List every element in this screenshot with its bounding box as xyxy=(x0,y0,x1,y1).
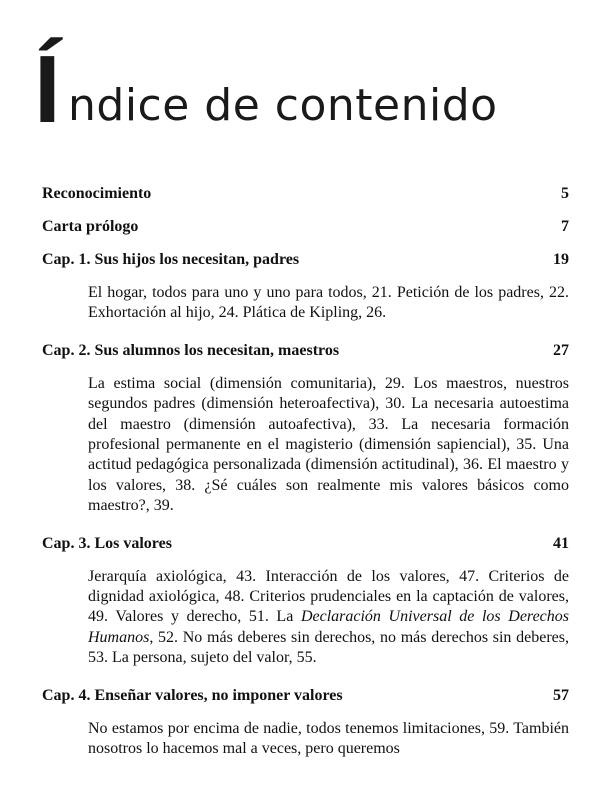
toc-entry-page: 27 xyxy=(553,341,569,359)
toc-entry-cap-1[interactable] xyxy=(42,250,569,270)
toc-entry-title: Cap. 3. Los valores xyxy=(42,534,172,552)
toc-entry-title: Carta prólogo xyxy=(42,218,139,235)
toc-entry-page: 7 xyxy=(561,218,569,235)
toc-entry-description: El hogar, todos para uno y uno para todos, 21. Petición de los padres, 22. Exhortación al hijo, 24. Plática de Kipling, 26. xyxy=(88,284,569,322)
toc-entry-cap-4[interactable] xyxy=(42,686,569,706)
toc-entry-description: La estima social (dimensión comunitaria), 29. Los maestros, nuestros segundos padres (dimensión heteroafectiva), 30. La necesaria autoestima del maestro (dimensión autoafectiva), 33. La necesaria formación profesional permanente en el magisterio (dimensión sapiencial), 35. Una actitud pedagógica personalizada (dimensión actitudinal), 36. El maestro y los valores, 38. ¿Sé cuáles son realmente mis valores básicos como maestro?, 39. xyxy=(88,374,569,515)
toc-entry-page: 57 xyxy=(553,686,569,704)
toc-entry-carta-prologo[interactable] xyxy=(42,217,569,237)
toc-entry-title: Reconocimiento xyxy=(42,185,152,202)
toc-entry-description: No estamos por encima de nadie, todos tenemos limitaciones, 59. También nosotros lo hacemos mal a veces, pero queremos xyxy=(88,719,569,758)
title-text: ndice de contenido xyxy=(68,80,498,131)
toc-entry-title: Cap. 1. Sus hijos los necesitan, padres xyxy=(42,251,300,268)
toc-entry-reconocimiento[interactable] xyxy=(42,184,569,204)
toc-entry-page: 19 xyxy=(553,251,569,268)
description-text: , 52. No más deberes sin derechos, no más derechos sin deberes, 53. La persona, sujeto del valor, 55. xyxy=(88,628,569,667)
toc-entry-title: Cap. 2. Sus alumnos los necesitan, maestros xyxy=(42,341,340,359)
toc-entry-page: 5 xyxy=(561,185,569,202)
toc-entry-description xyxy=(88,567,569,669)
title-initial: Í xyxy=(34,36,61,143)
description-text: Jerarquía axiológica, 43. Interacción de los valores, 47. Criterios de dignidad axiológica, 48. Criterios prudenciales en la captación de valores, 49. Valores y derecho, 51. La xyxy=(88,567,569,626)
toc-entry-cap-3[interactable] xyxy=(42,534,569,554)
toc-entry-title: Cap. 4. Enseñar valores, no imponer valores xyxy=(42,686,343,704)
table-of-contents xyxy=(42,184,569,760)
toc-entry-cap-2[interactable] xyxy=(42,341,569,361)
description-italic-title: Declaración Universal de los Derechos Humanos xyxy=(88,608,569,646)
page-title xyxy=(30,22,590,143)
toc-entry-page: 41 xyxy=(553,534,569,552)
